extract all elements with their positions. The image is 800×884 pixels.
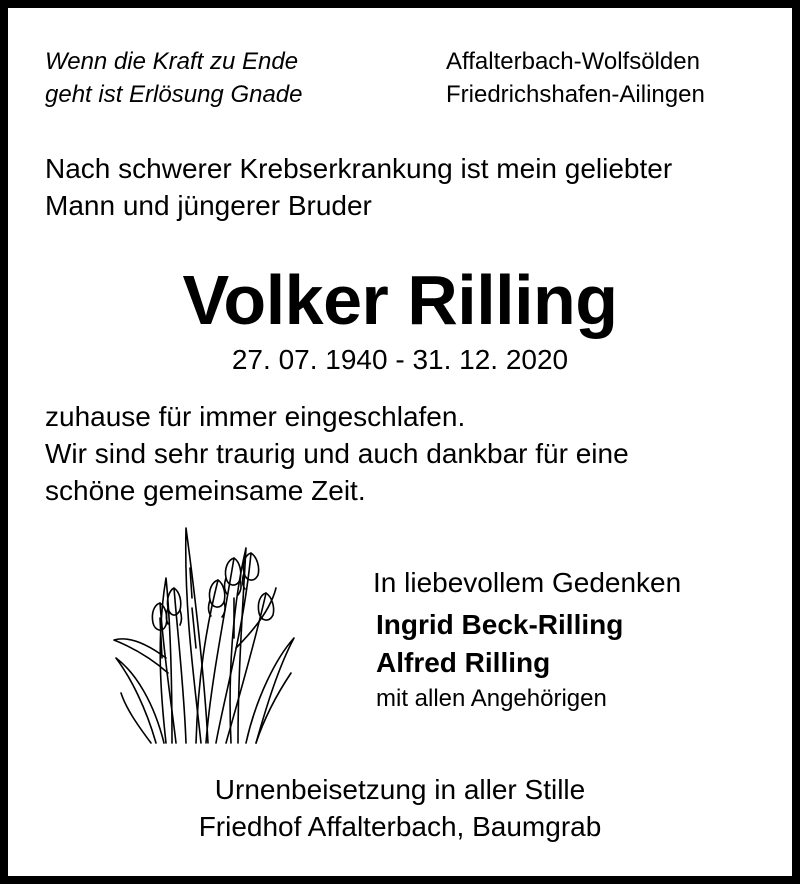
- motto-line-2: geht ist Erlösung Gnade: [45, 81, 303, 108]
- snowdrop-flowers-icon: [106, 508, 306, 748]
- message-line-2: Wir sind sehr traurig und auch dankbar für eine: [45, 438, 629, 469]
- deceased-name: Volker Rilling: [182, 261, 618, 339]
- relatives-text: mit allen Angehörigen: [376, 685, 607, 712]
- places: [446, 48, 705, 114]
- motto-line-1: Wenn die Kraft zu Ende: [45, 48, 299, 75]
- burial-info: [8, 774, 792, 848]
- life-dates: 27. 07. 1940 - 31. 12. 2020: [231, 344, 569, 375]
- mourner-name-1: Ingrid Beck-Rilling: [376, 609, 624, 640]
- place-line-2: Friedrichshafen-Ailingen: [446, 81, 705, 108]
- motto-quote: [45, 48, 303, 114]
- intro-line-2: Mann und jüngerer Bruder: [45, 190, 372, 221]
- message-line-1: zuhause für immer eingeschlafen.: [45, 401, 466, 432]
- burial-line-2: Friedhof Affalterbach, Baumgrab: [198, 811, 602, 842]
- remembrance-heading: In liebevollem Gedenken: [373, 567, 682, 598]
- burial-line-1: Urnenbeisetzung in aller Stille: [214, 774, 586, 805]
- intro-line-1: Nach schwerer Krebserkrankung ist mein geliebter: [45, 153, 673, 184]
- intro-text: [45, 153, 672, 227]
- message-text: [45, 401, 629, 512]
- message-line-3: schöne gemeinsame Zeit.: [45, 475, 366, 506]
- mourner-name-2: Alfred Rilling: [376, 647, 551, 678]
- place-line-1: Affalterbach-Wolfsölden: [446, 48, 700, 75]
